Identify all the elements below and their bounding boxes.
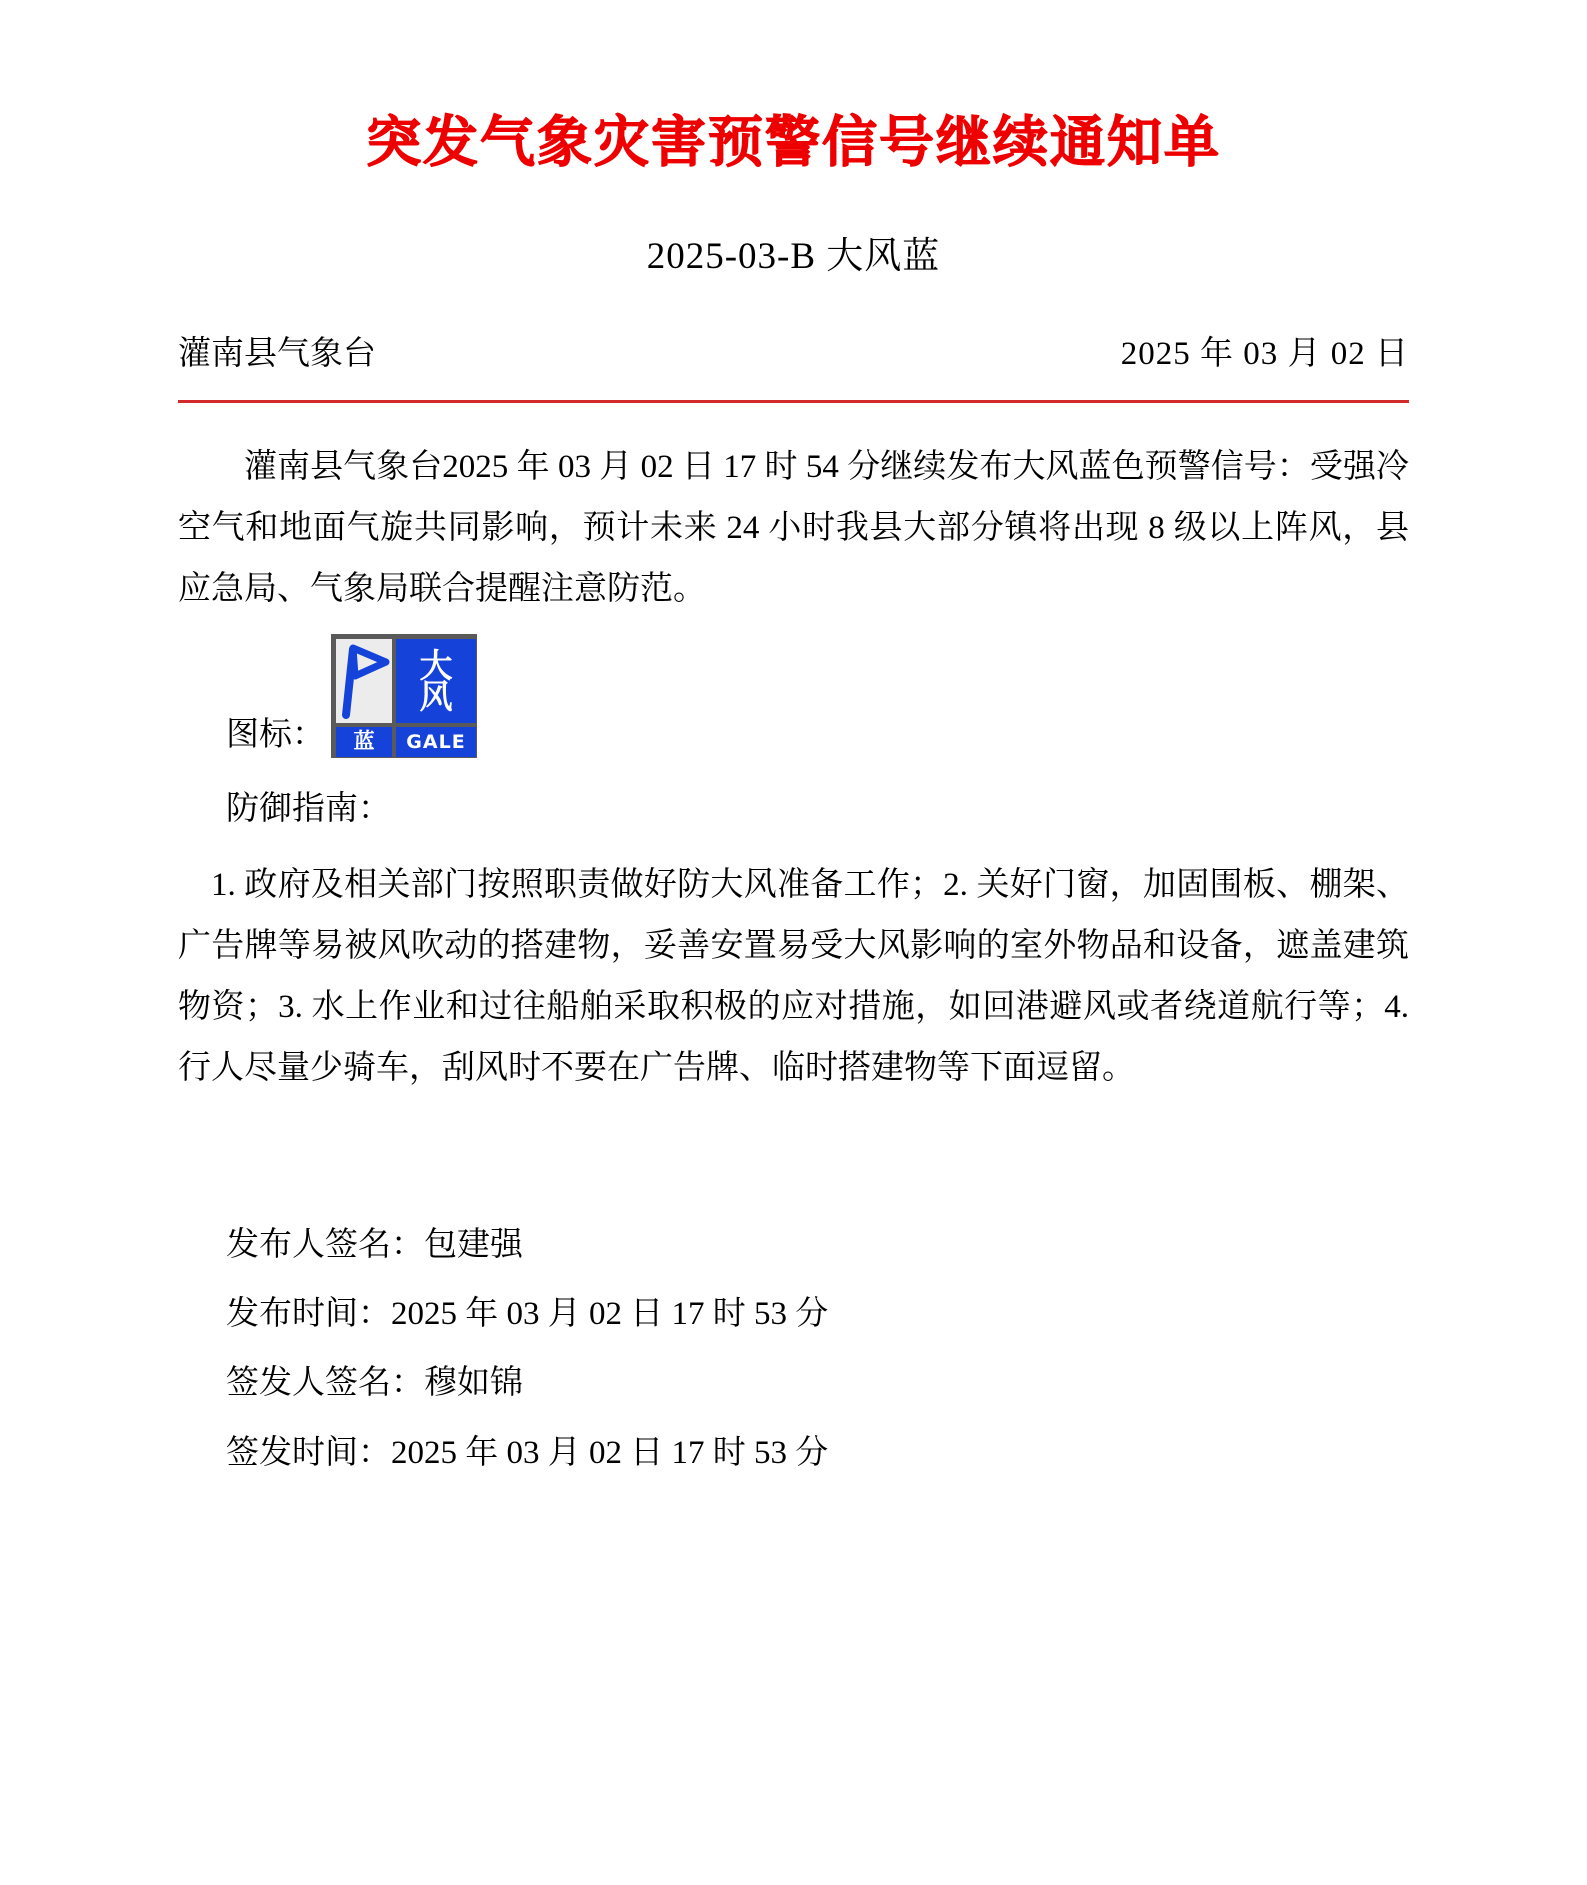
defense-guide-heading: 防御指南： <box>226 790 391 827</box>
approve-time: 签发时间：2025 年 03 月 02 日 17 时 53 分 <box>226 1434 829 1471</box>
defense-guide-body <box>178 855 1409 1099</box>
hazard-name-cell <box>396 639 476 723</box>
hazard-english-cell: GALE <box>396 727 476 757</box>
icon-row <box>226 634 1387 760</box>
defense-guide-text: 1. 政府及相关部门按照职责做好防大风准备工作；2. 关好门窗，加固围板、棚架、广告牌等易被风吹动的搭建物，妥善安置易受大风影响的室外物品和设备，遮盖建筑物资；3. 水上作业和过往船舶采取积极的应对措施，如回港避风或者绕道航行等；4. 行人尽量少骑车，刮风时不要在广告牌、临时搭建物等下面逗留。 <box>178 866 1409 1086</box>
gale-blue-warning-icon <box>331 634 477 758</box>
issuing-office: 灌南县气象台 <box>178 335 376 372</box>
hazard-char-2: 风 <box>419 676 453 716</box>
document-subtitle: 2025-03-B 大风蓝 <box>646 235 941 277</box>
publish-time: 发布时间：2025 年 03 月 02 日 17 时 53 分 <box>226 1296 829 1333</box>
page-title: 突发气象灾害预警信号继续通知单 <box>365 110 1221 174</box>
hazard-char-1: 大 <box>419 645 453 685</box>
approver-signature: 签发人签名：穆如锦 <box>226 1365 523 1402</box>
issue-date: 2025 年 03 月 02 日 <box>1120 335 1409 372</box>
wind-flag-icon <box>336 639 392 723</box>
warning-body <box>178 403 1409 620</box>
document-header-row <box>178 279 1409 374</box>
publisher-signature: 发布人签名：包建强 <box>226 1226 523 1263</box>
warning-paragraph: 灌南县气象台2025 年 03 月 02 日 17 时 54 分继续发布大风蓝色预警信号：受强冷空气和地面气旋共同影响，预计未来 24 小时我县大部分镇将出现 8 级以上阵风，县应急局、气象局联合提醒注意防范。 <box>178 448 1409 607</box>
icon-label: 图标： <box>226 716 325 753</box>
warning-level-cell: 蓝 <box>336 727 392 757</box>
signature-block <box>226 1211 1387 1488</box>
